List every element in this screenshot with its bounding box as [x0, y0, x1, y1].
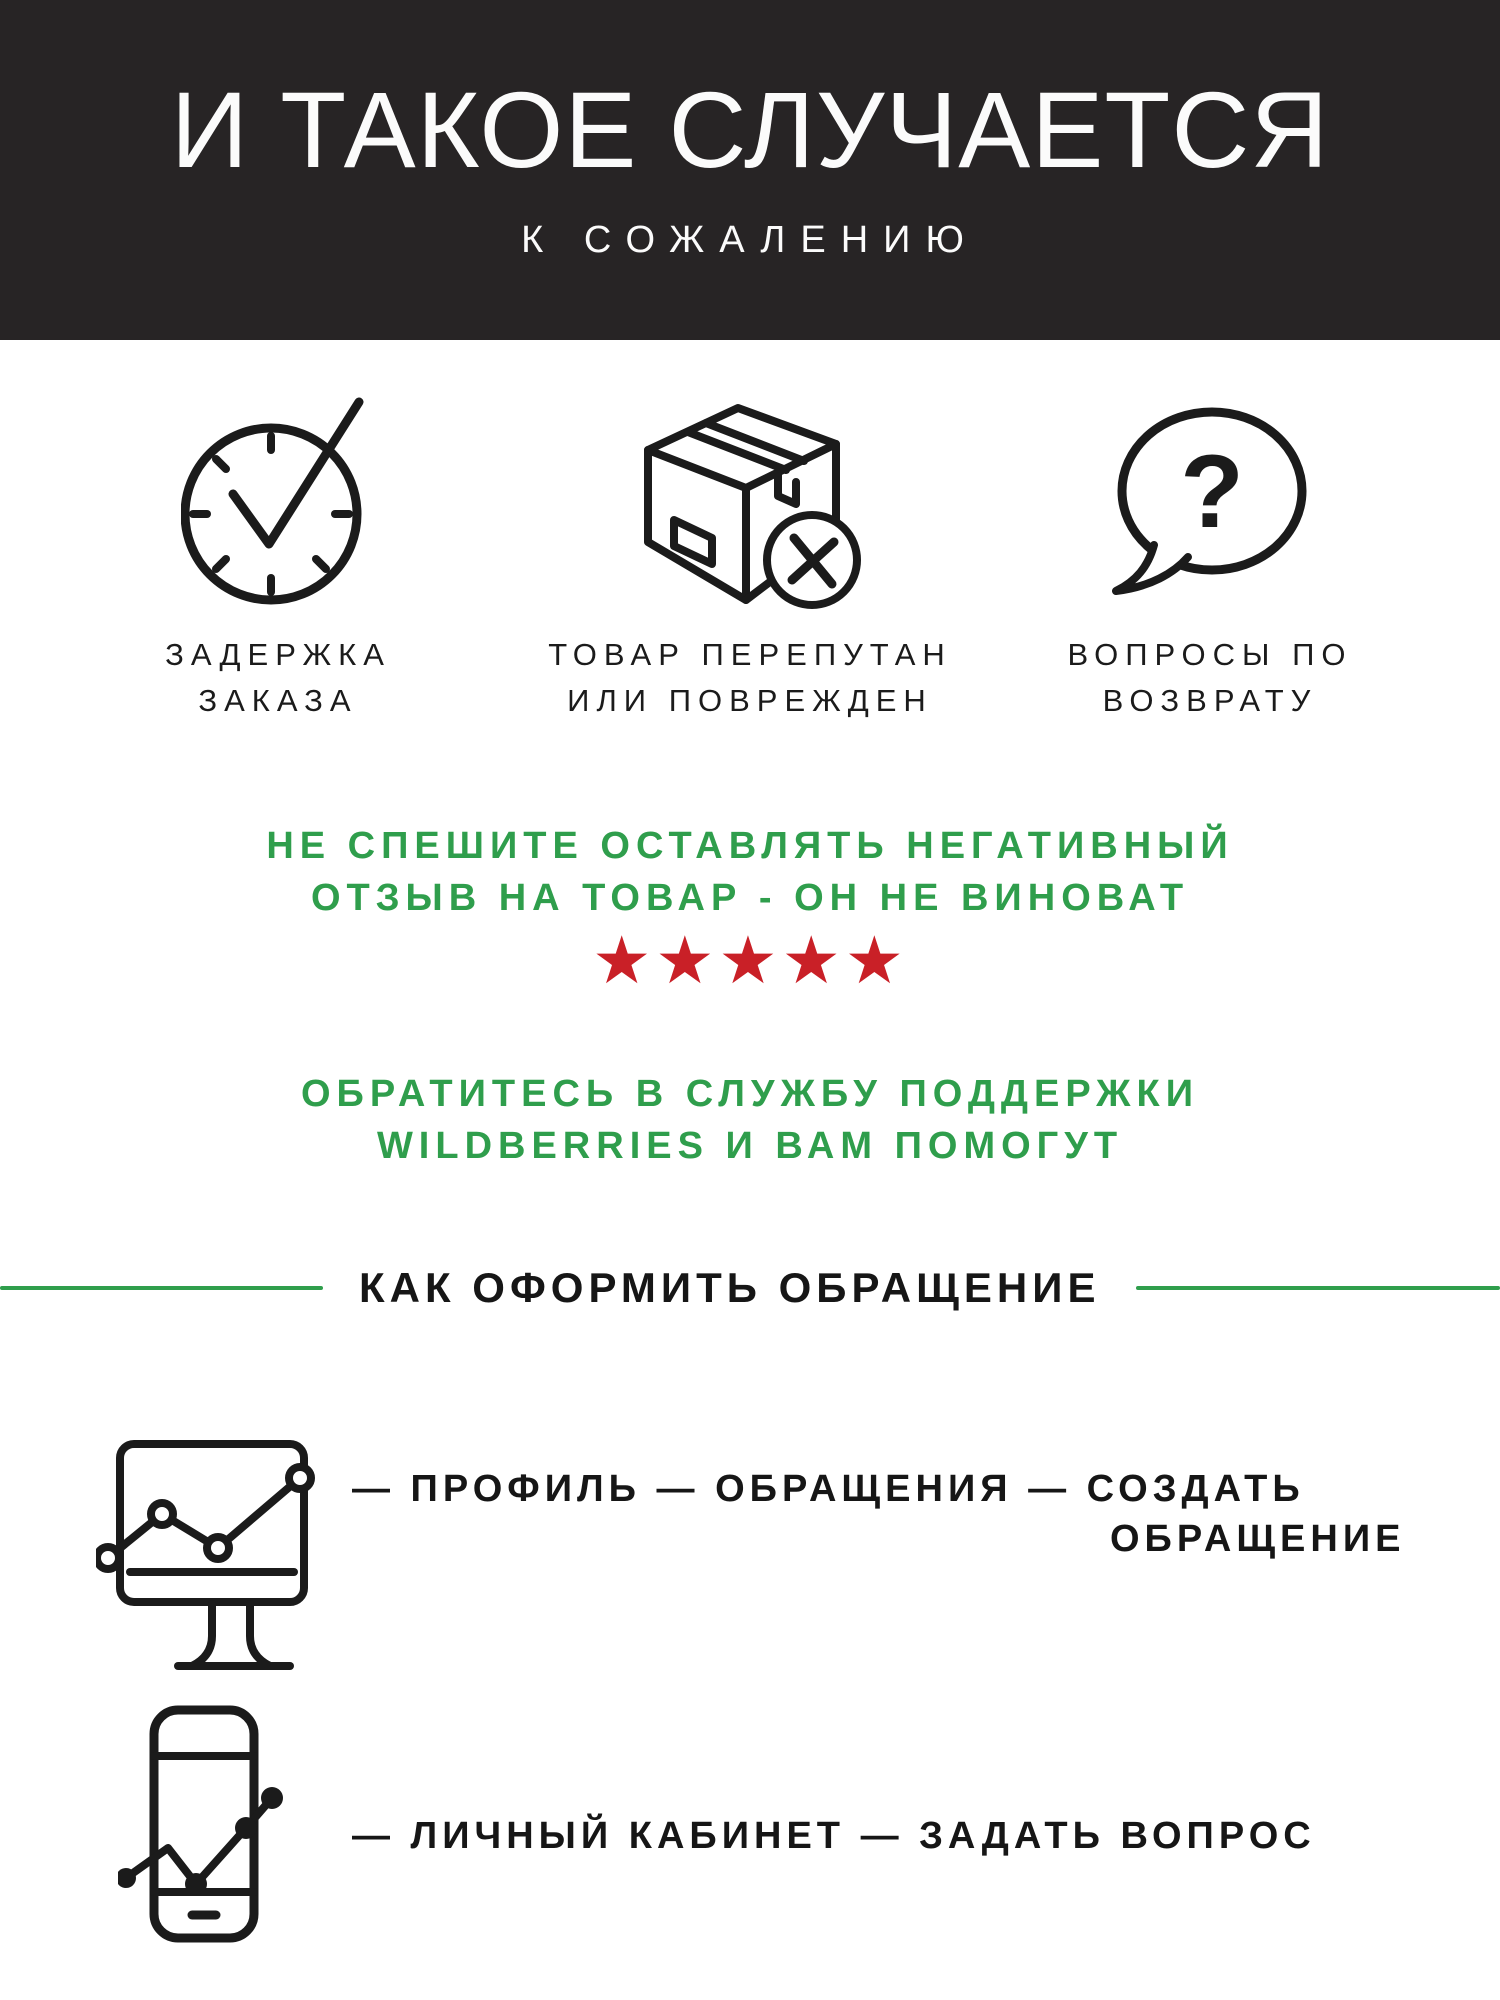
page-title: И ТАКОЕ СЛУЧАЕТСЯ	[170, 69, 1330, 190]
page-subtitle: К СОЖАЛЕНИЮ	[521, 219, 979, 261]
issue-label: ТОВАР ПЕРЕПУТАН ИЛИ ПОВРЕЖДЕН	[548, 637, 952, 718]
issue-label: ВОПРОСЫ ПО ВОЗВРАТУ	[1067, 637, 1353, 718]
damaged-box-icon	[630, 392, 870, 610]
issue-wrong-or-damaged	[530, 392, 970, 724]
green-rule-right	[1136, 1286, 1500, 1290]
monitor-chart-icon	[96, 1436, 316, 1683]
step-path-site: — ПРОФИЛЬ — ОБРАЩЕНИЯ — СОЗДАТЬ ОБРАЩЕНИЕ	[352, 1468, 1406, 1560]
issue-order-delay	[58, 392, 498, 724]
question-bubble-icon	[1108, 392, 1313, 610]
five-star-rating: ★★★★★	[592, 923, 908, 997]
clock-check-icon	[181, 392, 376, 610]
issue-label: ЗАДЕРЖКА ЗАКАЗА	[165, 637, 391, 718]
section-header	[0, 1260, 1500, 1316]
hero-banner	[0, 0, 1500, 340]
green-rule-left	[0, 1286, 323, 1290]
advice-text-top: НЕ СПЕШИТЕ ОСТАВЛЯТЬ НЕГАТИВНЫЙ ОТЗЫВ НА ТОВАР - ОН НЕ ВИНОВАТ	[266, 825, 1234, 919]
step-path-app: — ЛИЧНЫЙ КАБИНЕТ — ЗАДАТЬ ВОПРОС	[352, 1815, 1316, 1857]
advice-text-bottom: ОБРАТИТЕСЬ В СЛУЖБУ ПОДДЕРЖКИ WILDBERRIES И ВАМ ПОМОГУТ	[300, 1073, 1200, 1167]
issue-return-questions	[990, 392, 1430, 724]
phone-chart-icon	[118, 1700, 293, 1955]
section-title: КАК ОФОРМИТЬ ОБРАЩЕНИЕ	[359, 1264, 1101, 1311]
question-mark-glyph: ?	[1179, 434, 1244, 550]
